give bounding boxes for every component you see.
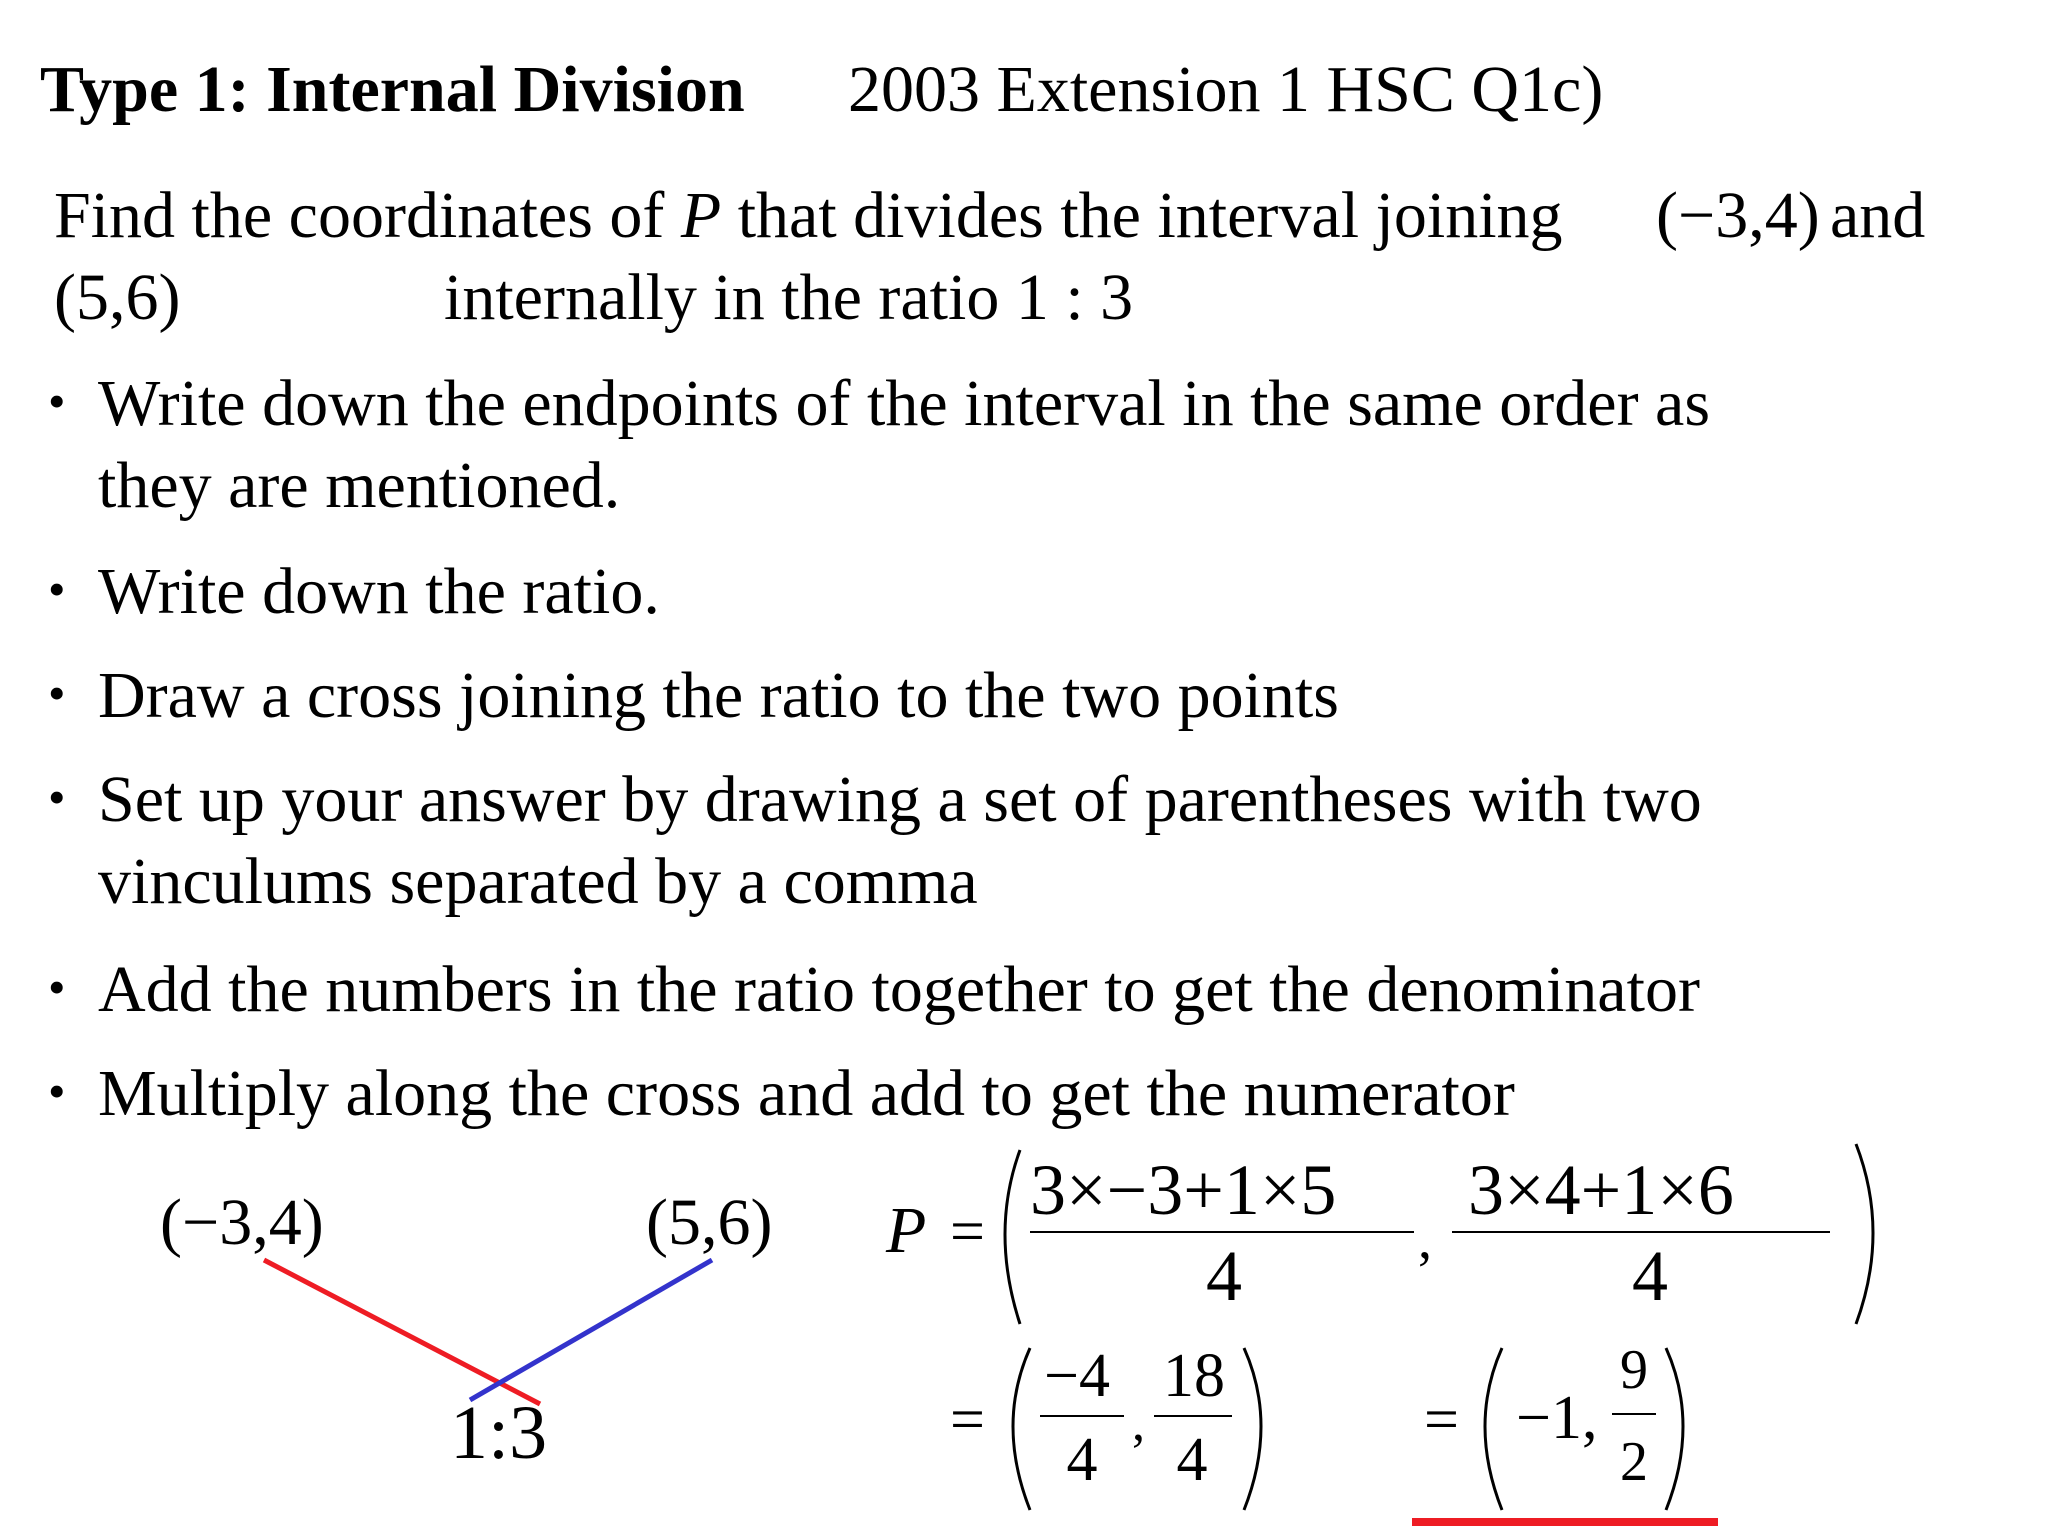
diagram-point-left: (−3,4): [160, 1186, 324, 1259]
denominator-y: 2: [1620, 1431, 1648, 1493]
question-text: Find the coordinates of: [54, 179, 681, 252]
numerator-y: 18: [1163, 1342, 1225, 1410]
and-word: and: [1830, 179, 1926, 252]
bullet-icon: •: [48, 1063, 66, 1119]
right-paren: [1666, 1348, 1683, 1510]
equals-sign: =: [1424, 1386, 1459, 1454]
numerator-x: 3×−3+1×5: [1030, 1150, 1337, 1230]
diagram-point-right: (5,6): [646, 1186, 773, 1259]
bullet-icon: •: [48, 373, 66, 429]
bullet-icon: •: [48, 959, 66, 1015]
left-paren: [1485, 1348, 1502, 1510]
diagram-ratio: 1:3: [450, 1391, 548, 1475]
question-text-rest: that divides the interval joining: [721, 179, 1563, 252]
bullet-text-line: Write down the endpoints of the interval in the same order as: [98, 367, 1711, 440]
bullet-text-line: Add the numbers in the ratio together to get the denominator: [98, 953, 1700, 1026]
section-title: Type 1: Internal Division: [40, 53, 745, 126]
question-ratio-text: internally in the ratio 1 : 3: [444, 261, 1134, 334]
bullet-icon: •: [48, 769, 66, 825]
equals-sign: =: [950, 1386, 985, 1454]
numerator-y: 9: [1620, 1339, 1648, 1401]
right-paren: [1244, 1348, 1261, 1510]
left-paren: [1005, 1150, 1020, 1324]
denominator-x: 4: [1206, 1236, 1242, 1316]
denominator-x: 4: [1066, 1426, 1098, 1494]
bullet-text-line: they are mentioned.: [98, 449, 621, 522]
bullet-icon: •: [48, 561, 66, 617]
bullet-text-line: vinculums separated by a comma: [98, 845, 978, 918]
comma: ,: [1418, 1209, 1432, 1271]
answer-x: −1,: [1516, 1384, 1598, 1452]
cross-line-blue: [470, 1260, 712, 1400]
bullet-text-line: Draw a cross joining the ratio to the two points: [98, 659, 1339, 732]
point-a: (−3,4): [1656, 179, 1820, 252]
point-b: (5,6): [54, 261, 181, 334]
numerator-x: −4: [1044, 1342, 1110, 1410]
bullet-text-line: Multiply along the cross and add to get the numerator: [98, 1057, 1515, 1130]
question-source: 2003 Extension 1 HSC Q1c): [848, 53, 1604, 126]
denominator-y: 4: [1632, 1236, 1668, 1316]
bullet-text-line: Set up your answer by drawing a set of parentheses with two: [98, 763, 1702, 836]
left-paren: [1013, 1348, 1030, 1510]
p-label: P: [886, 1194, 927, 1267]
bullet-icon: •: [48, 665, 66, 721]
right-paren: [1856, 1144, 1873, 1324]
bullet-text-line: Write down the ratio.: [98, 555, 660, 628]
variable-p: P: [680, 179, 722, 252]
equals-sign: =: [950, 1198, 985, 1266]
denominator-y: 4: [1176, 1426, 1208, 1494]
numerator-y: 3×4+1×6: [1468, 1150, 1734, 1230]
comma: ,: [1132, 1395, 1145, 1452]
